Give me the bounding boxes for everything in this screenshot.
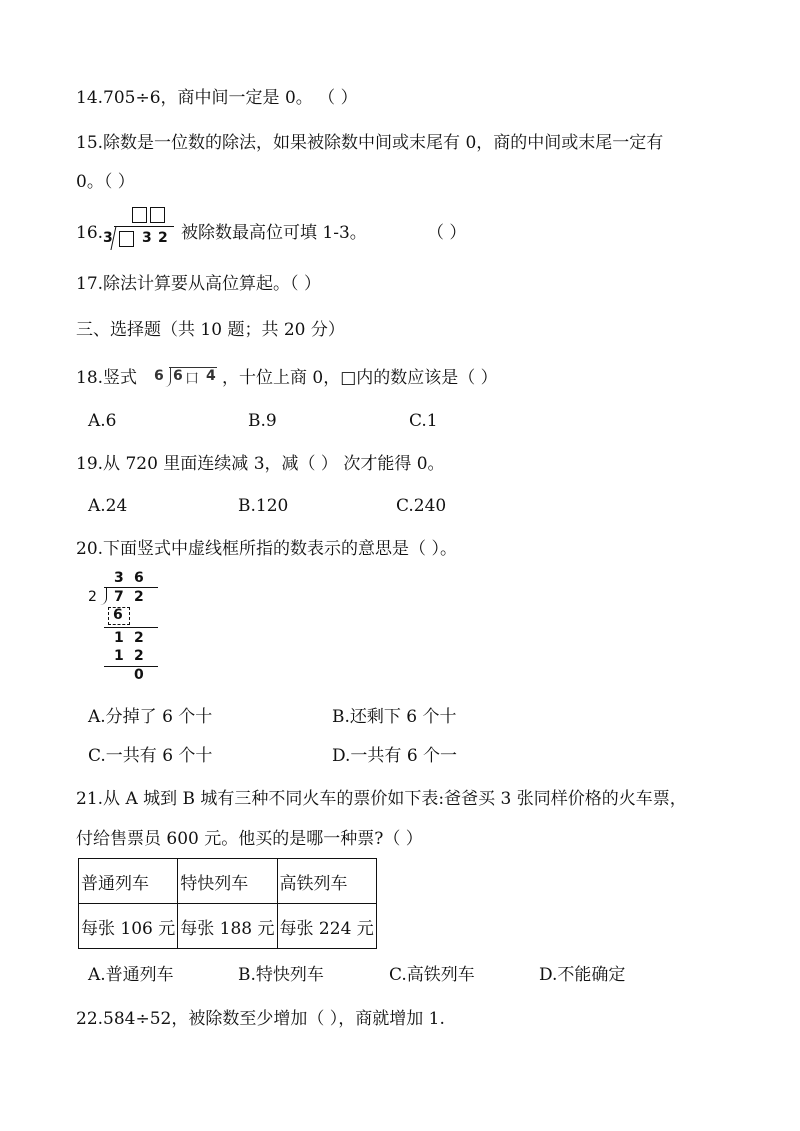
q20-divisor: 2 (88, 589, 97, 605)
q21-option-c: C.高铁列车 (389, 965, 475, 985)
q20-division-bracket (100, 587, 107, 605)
q16-division-figure (102, 207, 182, 251)
q16-divisor: 3 (103, 230, 113, 246)
table-cell: 每张 224 元 (277, 904, 376, 949)
q20-option-d: D.一共有 6 个一 (332, 746, 458, 766)
q20-dividend-ones: 2 (134, 589, 144, 605)
question-15-line-1: 15.除数是一位数的除法，如果被除数中间或末尾有 0，商的中间或末尾一定有 (76, 133, 664, 153)
q21-option-a: A.普通列车 (88, 965, 174, 985)
q20-option-c: C.一共有 6 个十 (88, 746, 213, 766)
q18-option-b: B.9 (248, 411, 277, 431)
q20-step-1-line (104, 627, 158, 628)
question-20: 20.下面竖式中虚线框所指的数表示的意思是（ ）。 (76, 539, 457, 559)
question-21-line-1: 21.从 A 城到 B 城有三种不同火车的票价如下表:爸爸买 3 张同样价格的火车票， (76, 789, 687, 809)
q20-option-a: A.分掉了 6 个十 (88, 707, 213, 727)
q20-option-b: B.还剩下 6 个十 (332, 707, 457, 727)
question-19: 19.从 720 里面连续减 3，减（ ） 次才能得 0。 (76, 454, 445, 474)
table-cell: 每张 188 元 (178, 904, 277, 949)
question-14: 14.705÷6，商中间一定是 0。 （ ） (76, 88, 358, 108)
q20-step-3-tens: 1 (114, 648, 124, 664)
q18-dividend-first: 6 (173, 368, 183, 384)
section-three-heading: 三、选择题（共 10 题；共 20 分） (76, 320, 345, 340)
table-cell: 每张 106 元 (79, 904, 178, 949)
q20-long-division-figure (84, 568, 164, 683)
q20-step-1-product: 6 (113, 607, 123, 623)
q20-dividend-tens: 7 (114, 589, 124, 605)
q20-step-2-ones: 2 (134, 630, 144, 646)
q18-divisor: 6 (154, 368, 164, 384)
q20-division-bar (104, 587, 158, 588)
q18-division-figure (154, 364, 220, 390)
q18-option-a: A.6 (88, 411, 117, 431)
q19-option-c: C.240 (396, 496, 447, 516)
q20-quotient-tens: 3 (114, 570, 124, 586)
question-17: 17.除法计算要从高位算起。（ ） (76, 274, 321, 294)
question-15-line-2: 0。（ ） (76, 172, 135, 192)
table-header-row (79, 859, 377, 904)
question-22: 22.584÷52，被除数至少增加（ ），商就增加 1. (76, 1009, 445, 1029)
q16-quotient-box-1 (132, 207, 147, 223)
q21-option-b: B.特快列车 (238, 965, 324, 985)
q18-dividend-last: 4 (206, 368, 216, 384)
table-row (79, 904, 377, 949)
question-16-number: 16. (76, 223, 104, 243)
q16-dividend-digit-2: 2 (158, 230, 168, 246)
question-18-prefix: 18.竖式 (76, 368, 138, 388)
question-16-text: 被除数最高位可填 1-3。 (181, 223, 367, 243)
q20-step-3-ones: 2 (134, 648, 144, 664)
question-16-answer-blank: （ ） (427, 223, 467, 243)
q20-step-2-tens: 1 (114, 630, 124, 646)
q16-division-bar (114, 226, 174, 227)
q18-division-bracket (165, 367, 171, 387)
q18-option-c: C.1 (409, 411, 438, 431)
q20-step-3-line (104, 666, 158, 667)
table-header-cell: 普通列车 (79, 859, 178, 904)
q19-option-b: B.120 (238, 496, 289, 516)
q20-quotient-ones: 6 (134, 570, 144, 586)
q20-remainder: 0 (134, 667, 144, 683)
question-21-line-2: 付给售票员 600 元。他买的是哪一种票?（ ） (76, 829, 423, 849)
q21-option-d: D.不能确定 (539, 965, 626, 985)
q16-quotient-box-2 (150, 207, 165, 223)
table-header-cell: 高铁列车 (277, 859, 376, 904)
q18-dividend-box: 口 (185, 371, 199, 387)
q16-dividend-digit-1: 3 (142, 230, 152, 246)
question-18-suffix: ，十位上商 0，□内的数应该是（ ） (222, 368, 498, 388)
train-fare-table (78, 858, 377, 949)
table-header-cell: 特快列车 (178, 859, 277, 904)
q16-dividend-box (119, 231, 134, 247)
q19-option-a: A.24 (88, 496, 128, 516)
